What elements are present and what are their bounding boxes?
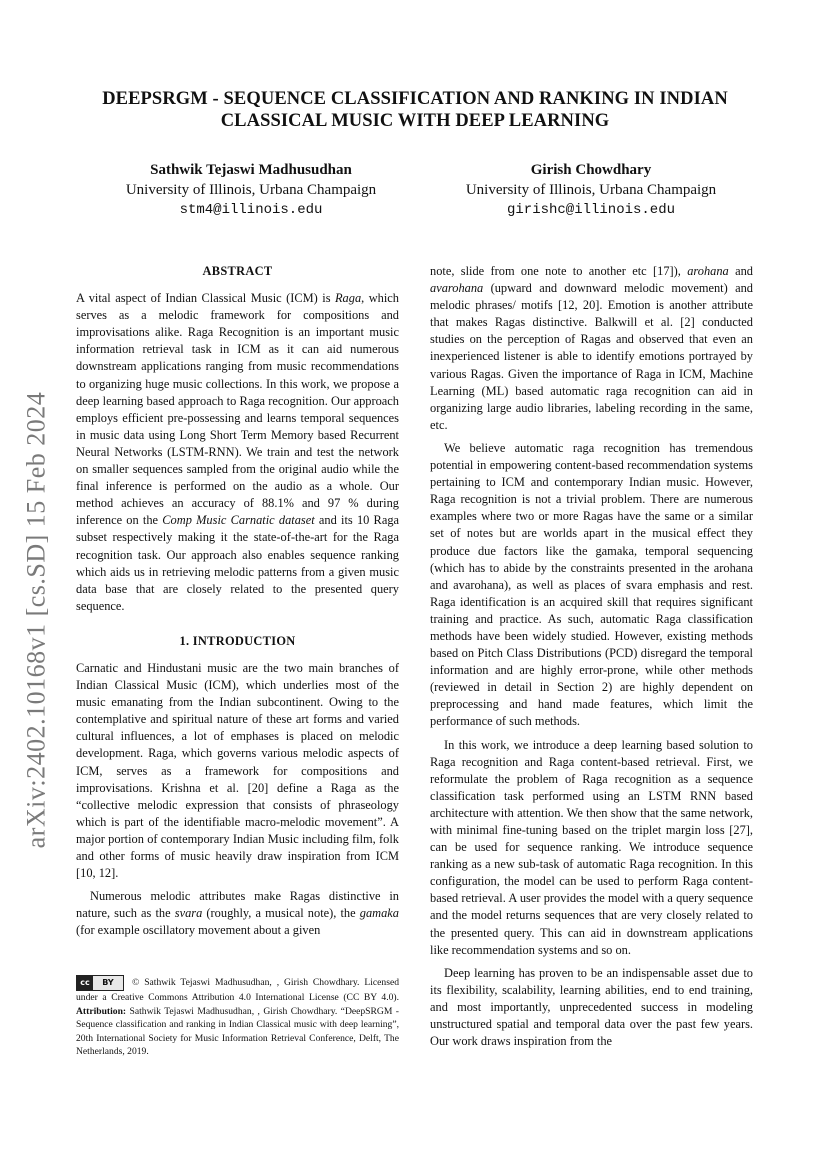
cc-icon: cc [77,976,93,990]
right-paragraph-2: In this work, we introduce a deep learning based solution to Raga recognition and Raga content-based retrieval. First, we reformulate the problem of Raga recognition as a sequence classification task performed using an LSTM RNN based architecture with attention. We then show that the same network, with minimal fine-tuning based on the triplet margin loss [27], can be used for sequence ranking. We introduce sequence ranking as a new sub-task of automatic Raga recognition. In this configuration, the model can be used to perform Raga content-based retrieval. A user provides the model with a query sequence and the model returns sequences that are very closely related to the presented query. This can aid in downstream applications like recommendation systems and so on. [430,737,753,957]
intro-text-italic: gamaka [359,906,399,921]
abstract-text-part: , which serves as a melodic framework for compositions and improvisations alike. Raga Recognition is an important music information retrieval task in ICM as it can aid numerous downstream applications ranging from music recommendations to organizing huge music collections. In this work, we propose a deep learning based approach to Raga recognition. Our approach employs efficient pre-possessing and learns temporal sequences in music data using Long Short Term Memory based Recurrent Neural Networks (LSTM-RNN). We train and test the network on smaller sequences sampled from the original audio while the final inference is performed on the audio as a whole. Our method achieves an accuracy of 88.1% and 97 % during inference on the [76,291,399,528]
abstract-text [76,290,399,615]
author-name: Sathwik Tejaswi Madhusudhan [150,162,352,178]
author-email: stm4@illinois.edu [179,202,323,218]
left-column [76,263,399,945]
body-text-part: note, slide from one note to another etc [17]), [430,264,688,278]
author-name: Girish Chowdhary [530,162,652,178]
intro-text-italic: svara [174,906,203,921]
body-text-part: and [728,264,753,278]
author-block-2 [436,160,746,220]
author-affiliation: University of Illinois, Urbana Champaign [125,182,377,198]
footnote-text-part: Sathwik Tejaswi Madhusudhan, , Girish Chowdhary. “DeepSRGM - Sequence classification and ranking in Indian Classical music with deep learning”, 20th International Society for Music Information Retrieval Conference, Delft, The Netherlands, 2019. [76,1005,399,1058]
abstract-text-italic: Raga [334,291,362,306]
cc-by-license-badge [76,975,124,991]
intro-text-part: (for example oscillatory movement about a given [76,923,321,938]
copyright-footnote [76,975,399,1059]
abstract-heading: ABSTRACT [202,264,273,278]
footnote-text-bold: Attribution: [76,1005,127,1017]
author-email: girishc@illinois.edu [506,202,676,218]
paper-title: DEEPSRGM - SEQUENCE CLASSIFICATION AND RANKING IN INDIAN CLASSICAL MUSIC WITH DEEP LEARNING [102,89,728,131]
intro-paragraph-2 [76,888,399,939]
arxiv-identifier-text: arXiv:2402.10168v1 [cs.SD] 15 Feb 2024 [21,391,51,849]
abstract-text-part: A vital aspect of Indian Classical Music (ICM) is [76,291,335,306]
body-text-italic: arohana [687,264,729,278]
footnote-text-part: © Sathwik Tejaswi Madhusudhan, , Girish Chowdhary. Licensed under a Creative Commons Attribution 4.0 International License (CC BY 4.0). [76,977,399,1003]
body-text-italic: avarohana [430,281,484,296]
intro-text-part: Numerous melodic attributes make Ragas distinctive in nature, such as the [76,889,399,921]
author-block-1 [96,160,406,220]
right-paragraph-0 [430,263,753,434]
author-affiliation: University of Illinois, Urbana Champaign [465,182,717,198]
abstract-text-part: and its 10 Raga subset respectively making it the state-of-the-art for the Raga recognition task. Our approach also enables sequence ranking which aids us in retrieving melodic patterns from a given music data base that are closely related to the presented query sequence. [76,513,400,613]
body-text-part: (upward and downward melodic movement) and melodic phrases/ motifs [12, 20]. Emotion is another attribute that makes Ragas distinctive. Balkwill et al. [2] conducted studies on the perception of Ragas and observed that even an inexperienced listener is able to identify emotions portrayed by various Ragas. Given the importance of Raga in ICM, Machine Learning (ML) based automatic raga recognition can aid in organizing large audio libraries, labeling recording in the same, etc. [430,281,753,432]
right-paragraph-1: We believe automatic raga recognition has tremendous potential in empowering content-based recommendation systems pertaining to ICM and contemporary Indian music. However, Raga recognition is not a trivial problem. There are numerous examples where two or more Ragas have the same or a similar set of notes but are worlds apart in the musical effect they produce due factors like the gamaka, temporal sequencing (which has to abide by the constraints presented in the arohana and avarohana), as well as places of svara emphasis and rest. Raga identification is an acquired skill that requires significant training and practice. As such, automatic Raga classification methods have been widely studied. However, existing methods based on Pitch Class Distributions (PCD) disregard the temporal information and are highly error-prone, while other methods (reviewed in detail in Section 2) are highly dependent on preprocessing and hand made features, which limit the performance of such methods. [430,440,753,729]
arxiv-identifier-stamp [6,370,66,870]
right-paragraph-3: Deep learning has proven to be an indispensable asset due to its flexibility, scalability, learning abilities, end to end training, and most importantly, unprecedented success in modeling unstructured spatial and temporal data over the past few years. Our work draws inspiration from the [430,965,753,1049]
right-column [430,263,753,1056]
abstract-text-italic: Comp Music Carnatic dataset [162,513,315,528]
intro-paragraph-1: Carnatic and Hindustani music are the two main branches of Indian Classical Music (ICM), which underlies most of the music emanating from the Indian subcontinent. Owing to the contemplative and spiritual nature of these art forms and varied cultural influences, a lot of emphases is placed on melodic development. Raga, which governs various melodic aspects of ICM, serves as a framework for compositions and improvisations. Krishna et al. [20] define a Raga as the “collective melodic expression that consists of phraseology which is part of the identifiable macro-melodic movement”. A major portion of contemporary Indian Music including film, folk and other forms of music heavily draw inspiration from ICM [10, 12]. [76,660,399,881]
intro-text-part: (roughly, a musical note), the [202,906,360,921]
introduction-heading: 1. INTRODUCTION [179,633,296,648]
by-icon: BY [102,978,114,987]
